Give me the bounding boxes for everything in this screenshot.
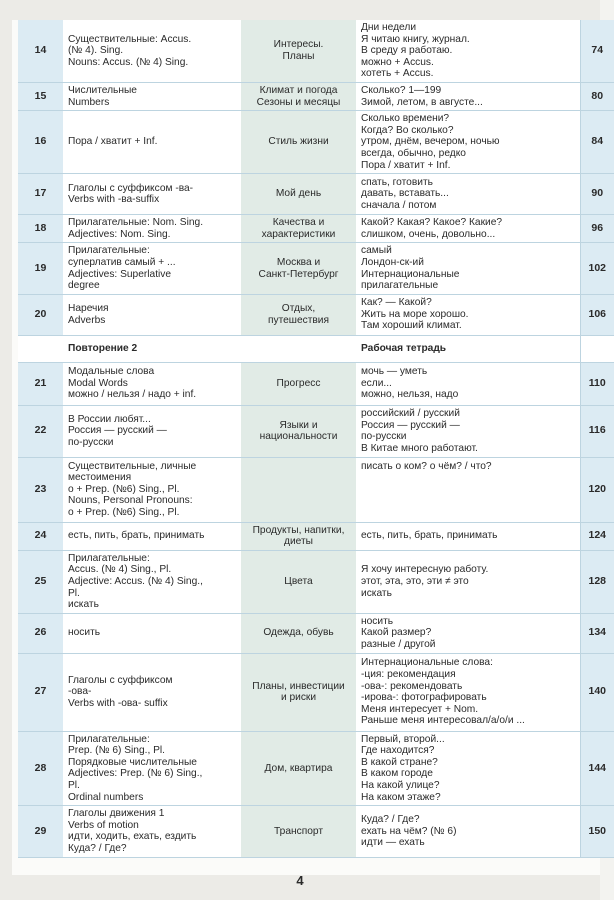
topic-cell [241, 335, 356, 362]
lexis-line: всегда, обычно, редко [361, 147, 466, 159]
lexis-line: если... [361, 377, 392, 389]
topic-line: Одежда, обувь [263, 627, 334, 639]
grammar-line: Adjectives: Nom. Sing. [68, 228, 171, 240]
grammar-line: Pl. [68, 587, 80, 599]
page-ref: 120 [580, 457, 614, 522]
page-number: 4 [296, 873, 304, 888]
topic-cell [241, 20, 356, 82]
lexis-cell [356, 522, 580, 550]
lexis-line: В среду я работаю. [361, 45, 453, 57]
lexis-line: В какой стране? [361, 756, 438, 768]
lesson-number: 16 [18, 111, 63, 174]
lexis-line: сначала / потом [361, 199, 437, 211]
lexis-line: разные / другой [361, 639, 436, 651]
topic-line: Транспорт [274, 825, 323, 837]
lexis-line: хотеть + Accus. [361, 68, 434, 80]
lexis-line [361, 495, 577, 507]
lexis-cell [356, 806, 580, 857]
page-ref: 106 [580, 294, 614, 335]
lesson-number: 18 [18, 215, 63, 243]
grammar-cell [63, 550, 241, 613]
topic-line: Цвета [284, 576, 313, 588]
table-row [18, 362, 614, 405]
grammar-line: Verbs with -ва-suffix [68, 194, 160, 206]
page-ref: 144 [580, 731, 614, 806]
lexis-cell [356, 294, 580, 335]
grammar-line: Adjectives: Prep. (№ 6) Sing., [68, 768, 203, 780]
grammar-line: Наречия [68, 303, 109, 315]
grammar-line: Prep. (№ 6) Sing., Pl. [68, 745, 165, 757]
table-row [18, 243, 614, 294]
topic-line: Стиль жизни [268, 136, 329, 148]
lexis-line: идти — ехать [361, 837, 425, 849]
grammar-line: Ordinal numbers [68, 791, 144, 803]
grammar-line: по-русски [68, 436, 114, 448]
topic-cell [241, 653, 356, 731]
lexis-line: Там хороший климат. [361, 320, 462, 332]
lexis-line [361, 472, 577, 484]
lesson-number: 25 [18, 550, 63, 613]
page-ref: 84 [580, 111, 614, 174]
page-ref: 96 [580, 215, 614, 243]
lexis-line: слишком, очень, довольно... [361, 228, 496, 240]
grammar-line: Прилагательные: [68, 733, 150, 745]
lesson-number: 20 [18, 294, 63, 335]
grammar-cell [63, 111, 241, 174]
lexis-line: Первый, второй... [361, 733, 445, 745]
grammar-line: Adverbs [68, 314, 106, 326]
grammar-line: можно / нельзя / надо + inf. [68, 389, 197, 401]
topic-cell [241, 294, 356, 335]
page-ref: 102 [580, 243, 614, 294]
lexis-line: -ирова-: фотографировать [361, 692, 487, 704]
page-ref: 80 [580, 82, 614, 110]
lesson-number: 19 [18, 243, 63, 294]
table-row [18, 613, 614, 653]
table-row [18, 215, 614, 243]
grammar-line: Россия — русский — [68, 425, 167, 437]
grammar-line: Modal Words [68, 377, 128, 389]
page-ref: 124 [580, 522, 614, 550]
grammar-line: идти, ходить, ехать, ездить [68, 831, 197, 843]
grammar-line: Глаголы с суффиксом -ва- [68, 182, 194, 194]
grammar-line: Pl. [68, 780, 80, 791]
grammar-cell [63, 405, 241, 457]
grammar-line: Повторение 2 [68, 342, 138, 354]
lexis-cell [356, 20, 580, 82]
lexis-line: Меня интересует + Nom. [361, 703, 479, 715]
grammar-line: (№ 4). Sing. [68, 45, 124, 57]
topic-cell [241, 550, 356, 613]
topic-cell [241, 522, 356, 550]
grammar-line: В России любят... [68, 413, 151, 425]
lexis-line: можно + Accus. [361, 56, 434, 68]
grammar-line: носить [68, 627, 101, 639]
lexis-line: писать о ком? о чём? / что? [361, 460, 492, 472]
lesson-number: 21 [18, 362, 63, 405]
lexis-line: Россия — русский — [361, 419, 460, 431]
table-row [18, 174, 614, 215]
page-ref: 134 [580, 613, 614, 653]
lesson-number: 14 [18, 20, 63, 82]
lexis-line: Зимой, летом, в августе... [361, 96, 483, 108]
grammar-line: о + Prep. (№6) Sing., Pl. [68, 483, 180, 495]
table-row [18, 653, 614, 731]
table-row [18, 731, 614, 806]
topic-line: Москва и [276, 256, 321, 268]
lexis-line: Как? — Какой? [361, 297, 432, 309]
grammar-line: Прилагательные: [68, 245, 150, 257]
lexis-cell [356, 457, 580, 522]
page-ref: 116 [580, 405, 614, 457]
lexis-cell [356, 653, 580, 731]
grammar-line: Существительные: Accus. [68, 33, 192, 45]
lexis-cell [356, 174, 580, 215]
lexis-line: Сколько? 1—199 [361, 84, 442, 96]
topic-cell [241, 111, 356, 174]
lexis-line: ехать на чём? (№ 6) [361, 825, 457, 837]
topic-cell [241, 215, 356, 243]
grammar-line: Прилагательные: [68, 552, 150, 564]
page-ref: 150 [580, 806, 614, 857]
lexis-line: этот, эта, это, эти ≠ это [361, 576, 469, 588]
topic-cell [241, 457, 356, 522]
topic-cell [241, 806, 356, 857]
lexis-cell [356, 550, 580, 613]
grammar-cell [63, 82, 241, 110]
grammar-cell [63, 457, 241, 522]
topic-line: путешествия [267, 314, 330, 326]
topic-line: и риски [280, 692, 317, 704]
grammar-line: Adjective: Accus. (№ 4) Sing., [68, 576, 203, 588]
lexis-line: На какой улице? [361, 780, 440, 791]
topic-line: Планы, инвестиции [252, 680, 345, 692]
grammar-cell [63, 174, 241, 215]
topic-line: Отдых, [281, 303, 316, 315]
lexis-line: по-русски [361, 431, 407, 443]
topic-line: Качества и [272, 217, 325, 229]
table-row [18, 457, 614, 522]
lexis-cell [356, 215, 580, 243]
lexis-line: Рабочая тетрадь [361, 342, 447, 354]
topic-line: Языки и [279, 419, 318, 431]
lexis-line: Лондон-ск-ий [361, 256, 424, 268]
lexis-line: Дни недели [361, 22, 417, 33]
topic-line: Прогресс [276, 377, 321, 389]
grammar-line: искать [68, 599, 99, 611]
grammar-line: Verbs with -ова- suffix [68, 697, 168, 709]
lexis-line: можно, нельзя, надо [361, 389, 459, 401]
grammar-line: Куда? / Где? [68, 842, 127, 854]
page-ref: 110 [580, 362, 614, 405]
grammar-cell [63, 653, 241, 731]
lexis-line: Жить на море хорошо. [361, 308, 469, 320]
lexis-cell [356, 405, 580, 457]
lesson-number: 27 [18, 653, 63, 731]
grammar-cell [63, 613, 241, 653]
contents-table [18, 20, 614, 858]
topic-cell [241, 405, 356, 457]
lexis-cell [356, 335, 580, 362]
grammar-line: Adjectives: Superlative [68, 268, 172, 280]
section-header-row [18, 335, 614, 362]
grammar-cell [63, 243, 241, 294]
topic-line: диеты [284, 536, 313, 548]
grammar-line: Accus. (№ 4) Sing., Pl. [68, 564, 172, 576]
topic-line: Планы [282, 50, 315, 62]
lexis-cell [356, 82, 580, 110]
topic-cell [241, 82, 356, 110]
topic-line: Дом, квартира [264, 762, 333, 774]
lexis-line: Интернациональные [361, 268, 460, 280]
grammar-line: degree [68, 280, 100, 292]
lexis-line: российский / русский [361, 408, 460, 419]
topic-line: Санкт-Петербург [258, 268, 339, 280]
lexis-line: есть, пить, брать, принимать [361, 530, 498, 542]
grammar-line: Прилагательные: Nom. Sing. [68, 217, 204, 229]
lexis-cell [356, 613, 580, 653]
lesson-number: 17 [18, 174, 63, 215]
lexis-line: -ова-: рекомендовать [361, 680, 463, 692]
lexis-line: мочь — уметь [361, 366, 428, 378]
table-row [18, 550, 614, 613]
lexis-line [361, 484, 577, 496]
lesson-number: 26 [18, 613, 63, 653]
grammar-line: Существительные, личные [68, 460, 197, 472]
grammar-line: есть, пить, брать, принимать [68, 530, 205, 542]
grammar-line: Глаголы с суффиксом [68, 674, 173, 686]
lexis-line: искать [361, 587, 392, 599]
lexis-line: Раньше меня интересовал/а/о/и ... [361, 715, 525, 727]
grammar-line: Nouns, Personal Pronouns: [68, 495, 193, 507]
grammar-line: -ова- [68, 686, 92, 698]
table-row [18, 522, 614, 550]
topic-cell [241, 362, 356, 405]
lesson-number: 22 [18, 405, 63, 457]
topic-cell [241, 174, 356, 215]
page-ref: 140 [580, 653, 614, 731]
page-ref: 74 [580, 20, 614, 82]
lexis-cell [356, 362, 580, 405]
grammar-line: о + Prep. (№6) Sing., Pl. [68, 507, 180, 519]
lexis-line: утром, днём, вечером, ночью [361, 136, 500, 148]
grammar-line: суперлатив самый + ... [68, 256, 176, 268]
page-ref: 90 [580, 174, 614, 215]
grammar-cell [63, 20, 241, 82]
table-row [18, 82, 614, 110]
lexis-line: Где находится? [361, 745, 435, 757]
grammar-line: Глаголы движения 1 [68, 808, 165, 820]
grammar-line: Порядковые числительные [68, 756, 197, 768]
lexis-line: Какой? Какая? Какое? Какие? [361, 217, 503, 229]
lexis-line [361, 507, 577, 519]
topic-cell [241, 243, 356, 294]
table-row [18, 294, 614, 335]
topic-line: Интересы. [273, 39, 324, 51]
table-row [18, 111, 614, 174]
lexis-cell [356, 243, 580, 294]
lexis-line: Сколько времени? [361, 113, 450, 125]
lexis-line: Интернациональные слова: [361, 657, 493, 669]
lexis-line: Я читаю книгу, журнал. [361, 33, 470, 45]
lexis-line: давать, вставать... [361, 188, 449, 200]
contents-table-body [18, 20, 614, 857]
lesson-number: 29 [18, 806, 63, 857]
topic-cell [241, 613, 356, 653]
table-row [18, 20, 614, 82]
grammar-line: Пора / хватит + Inf. [68, 136, 158, 148]
grammar-cell [63, 522, 241, 550]
lexis-line: В Китае много работают. [361, 442, 478, 454]
grammar-line: местоимения [68, 472, 132, 484]
page-ref: 128 [580, 550, 614, 613]
lexis-line: спать, готовить [361, 176, 433, 188]
grammar-cell [63, 294, 241, 335]
topic-line: Мой день [275, 188, 322, 200]
grammar-line: Числительные [68, 84, 137, 96]
grammar-cell [63, 731, 241, 806]
topic-line: Продукты, напитки, [252, 524, 345, 536]
topic-cell [241, 731, 356, 806]
lexis-line: Когда? Во сколько? [361, 124, 454, 136]
lexis-line: прилагательные [361, 280, 439, 292]
grammar-cell [63, 806, 241, 857]
topic-line: Сезоны и месяцы [256, 96, 341, 108]
table-row [18, 405, 614, 457]
topic-line: национальности [259, 431, 338, 443]
lexis-line: Я хочу интересную работу. [361, 564, 489, 576]
lexis-line: -ция: рекомендация [361, 668, 456, 680]
lexis-cell [356, 111, 580, 174]
lexis-line: На каком этаже? [361, 791, 441, 803]
table-row [18, 806, 614, 857]
page-ref [580, 335, 614, 362]
grammar-cell [63, 362, 241, 405]
lexis-cell [356, 731, 580, 806]
grammar-cell [63, 215, 241, 243]
lexis-line: Куда? / Где? [361, 813, 420, 825]
lexis-line: Какой размер? [361, 627, 432, 639]
lexis-line: носить [361, 615, 394, 627]
lexis-line: самый [361, 245, 392, 257]
lexis-line: Пора / хватит + Inf. [361, 159, 451, 171]
lesson-number: 24 [18, 522, 63, 550]
topic-line: характеристики [261, 228, 336, 240]
grammar-cell [63, 335, 241, 362]
grammar-line: Nouns: Accus. (№ 4) Sing. [68, 56, 189, 68]
lesson-number: 23 [18, 457, 63, 522]
grammar-line: Модальные слова [68, 366, 155, 378]
lesson-number: 28 [18, 731, 63, 806]
grammar-line: Numbers [68, 96, 110, 108]
lesson-number: 15 [18, 82, 63, 110]
topic-line: Климат и погода [259, 84, 338, 96]
lexis-line: В каком городе [361, 768, 433, 780]
lesson-number [18, 335, 63, 362]
grammar-line: Verbs of motion [68, 819, 139, 831]
